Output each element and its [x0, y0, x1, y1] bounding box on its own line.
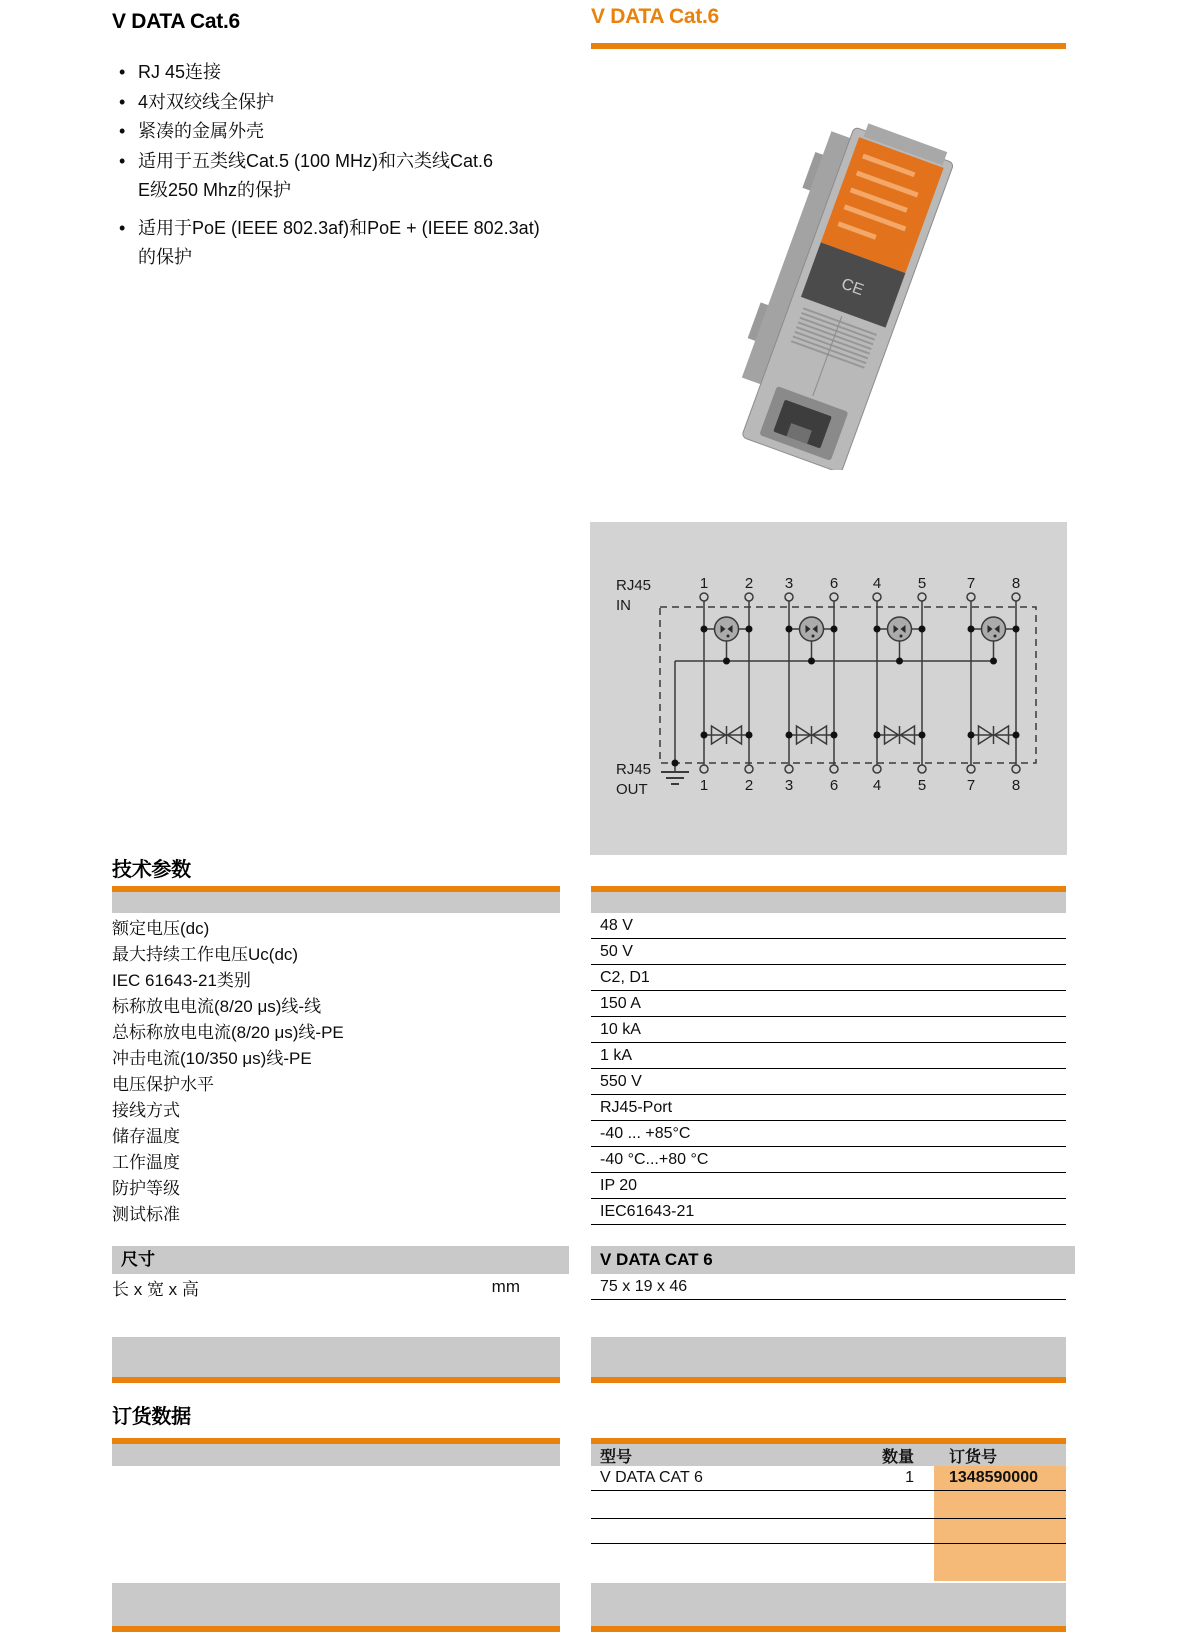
order-qty: 1	[905, 1469, 914, 1486]
svg-text:1: 1	[699, 575, 709, 592]
dimensions-value-row	[591, 1274, 1066, 1300]
svg-text:6: 6	[829, 777, 839, 794]
dimensions-label-row	[112, 1274, 560, 1300]
tech-value: RJ45-Port	[591, 1095, 1066, 1121]
tech-label: 接线方式	[112, 1100, 180, 1120]
tech-value: 48 V	[591, 913, 1066, 939]
tech-label: IEC 61643-21类别	[112, 970, 251, 990]
order-row	[591, 1544, 1066, 1581]
order-row	[591, 1466, 1066, 1491]
diagram-label-rj45-out-1: RJ45	[616, 761, 652, 778]
order-number	[934, 1491, 1066, 1518]
svg-text:7: 7	[966, 777, 976, 794]
order-table-body	[591, 1466, 1066, 1581]
order-row	[591, 1519, 1066, 1544]
tech-label: 工作温度	[112, 1152, 180, 1172]
order-row	[591, 1491, 1066, 1519]
svg-text:4: 4	[872, 777, 882, 794]
svg-text:3: 3	[784, 777, 794, 794]
order-number: 1348590000	[934, 1466, 1066, 1490]
title-rule	[591, 43, 1066, 49]
svg-text:2: 2	[744, 777, 754, 794]
footer-band-left	[112, 1583, 560, 1632]
dimensions-value: 75 x 19 x 46	[600, 1277, 688, 1295]
tech-value: 50 V	[591, 939, 1066, 965]
spacer-band-right	[591, 1337, 1066, 1383]
tech-value: IEC61643-21	[591, 1199, 1066, 1225]
tech-values	[591, 913, 1066, 1225]
dimensions-band: 尺寸	[112, 1246, 569, 1274]
footer-band-right	[591, 1583, 1066, 1632]
product-photo	[591, 110, 1066, 475]
page-title-right: V DATA Cat.6	[591, 5, 719, 28]
feature-list	[112, 58, 574, 273]
tech-value: IP 20	[591, 1173, 1066, 1199]
tech-label: 电压保护水平	[112, 1074, 214, 1094]
svg-text:5: 5	[917, 575, 927, 592]
tech-value: -40 ... +85°C	[591, 1121, 1066, 1147]
tech-label: 冲击电流(10/350 μs)线-PE	[112, 1048, 312, 1068]
tech-label: 总标称放电电流(8/20 μs)线-PE	[112, 1022, 344, 1042]
tech-label: 储存温度	[112, 1126, 180, 1146]
feature-item-continuation: E级250 Mhz的保护	[138, 180, 292, 200]
tech-header-band-right	[591, 892, 1066, 913]
order-model: V DATA CAT 6	[600, 1469, 703, 1486]
feature-item: • 紧凑的金属外壳	[112, 117, 574, 147]
tech-label: 标称放电电流(8/20 μs)线-线	[112, 996, 322, 1016]
tech-label: 防护等级	[112, 1178, 180, 1198]
svg-text:5: 5	[917, 777, 927, 794]
svg-text:1: 1	[699, 777, 709, 794]
svg-text:2: 2	[744, 575, 754, 592]
product-photo-graphic	[659, 110, 999, 470]
tech-header-band-left	[112, 892, 560, 913]
tech-value: 150 A	[591, 991, 1066, 1017]
page-title-left: V DATA Cat.6	[112, 10, 240, 33]
tech-value: 550 V	[591, 1069, 1066, 1095]
tech-value: C2, D1	[591, 965, 1066, 991]
order-header-band-left	[112, 1444, 560, 1466]
dimensions-unit: mm	[491, 1277, 520, 1296]
diagram-label-rj45-in-1: RJ45	[616, 577, 652, 594]
order-number	[934, 1519, 1066, 1543]
feature-item-continuation: 的保护	[138, 247, 192, 267]
svg-text:8: 8	[1011, 575, 1021, 592]
order-col-model: 型号	[600, 1448, 633, 1466]
tech-value: 1 kA	[591, 1043, 1066, 1069]
svg-text:8: 8	[1011, 777, 1021, 794]
tech-label: 额定电压(dc)	[112, 918, 210, 938]
tech-value: -40 °C...+80 °C	[591, 1147, 1066, 1173]
circuit-diagram-graphic	[590, 522, 1067, 855]
tech-value: 10 kA	[591, 1017, 1066, 1043]
order-table-header	[591, 1444, 1066, 1466]
tech-label: 测试标准	[112, 1204, 180, 1224]
circuit-diagram	[590, 522, 1067, 855]
diagram-label-rj45-out-2: OUT	[616, 781, 648, 798]
feature-item: • RJ 45连接	[112, 58, 574, 88]
tech-section-title: 技术参数	[112, 859, 191, 881]
tech-label: 最大持续工作电压Uc(dc)	[112, 944, 299, 964]
ce-mark: CE	[838, 275, 866, 300]
spacer-band-left	[112, 1337, 560, 1383]
order-col-qty: 数量	[881, 1448, 914, 1466]
svg-text:4: 4	[872, 575, 882, 592]
svg-text:3: 3	[784, 575, 794, 592]
diagram-label-rj45-in-2: IN	[616, 597, 631, 614]
order-section-title: 订货数据	[112, 1406, 191, 1428]
order-number	[934, 1544, 1066, 1581]
tech-labels	[112, 913, 560, 1225]
feature-item: • 4对双绞线全保护	[112, 88, 574, 118]
order-col-order-no: 订货号	[949, 1448, 998, 1466]
svg-text:7: 7	[966, 575, 976, 592]
dimensions-label: 长 x 宽 x 高	[112, 1279, 199, 1299]
svg-text:6: 6	[829, 575, 839, 592]
feature-item: • 适用于五类线Cat.5 (100 MHz)和六类线Cat.6	[112, 147, 574, 177]
feature-item: • 适用于PoE (IEEE 802.3af)和PoE + (IEEE 802.3at)	[112, 214, 574, 244]
dimensions-product-band: V DATA CAT 6	[591, 1246, 1075, 1274]
